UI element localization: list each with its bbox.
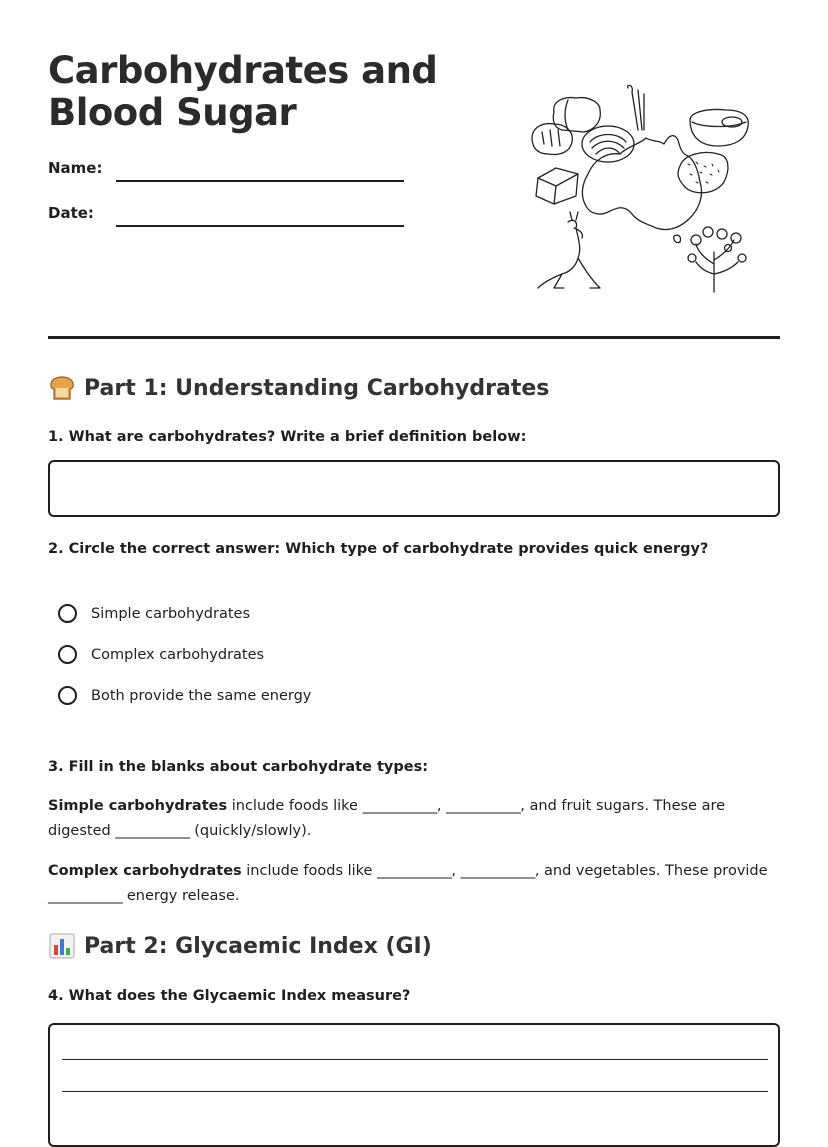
option-complex[interactable] bbox=[58, 645, 264, 664]
simple-term: Simple carbohydrates bbox=[48, 798, 228, 814]
part2-heading-text: Part 2: Glycaemic Index (GI) bbox=[84, 933, 432, 959]
complex-term: Complex carbohydrates bbox=[48, 863, 242, 879]
writing-line bbox=[62, 1059, 768, 1060]
option-label: Both provide the same energy bbox=[91, 687, 312, 704]
date-label: Date: bbox=[48, 204, 94, 222]
page-title bbox=[48, 50, 468, 134]
name-field[interactable] bbox=[116, 180, 404, 182]
part1-heading-text: Part 1: Understanding Carbohydrates bbox=[84, 375, 550, 401]
option-both[interactable] bbox=[58, 686, 311, 705]
question-3: 3. Fill in the blanks about carbohydrate types: bbox=[48, 759, 428, 775]
radio-circle[interactable] bbox=[58, 686, 77, 705]
text: , and vegetables. These provide bbox=[534, 863, 768, 879]
text: (quickly/slowly). bbox=[189, 823, 312, 839]
question-4: 4. What does the Glycaemic Index measure? bbox=[48, 988, 411, 1004]
blank[interactable]: ___________ bbox=[115, 823, 190, 839]
bread-icon bbox=[48, 374, 76, 402]
definition-answer-box[interactable] bbox=[48, 460, 780, 517]
text: , bbox=[451, 863, 461, 879]
part2-heading bbox=[48, 932, 432, 960]
blank[interactable]: ___________ bbox=[377, 863, 452, 879]
title-line-2: Blood Sugar bbox=[48, 91, 297, 134]
title-line-1: Carbohydrates and bbox=[48, 49, 438, 92]
blank[interactable]: ___________ bbox=[460, 863, 535, 879]
australia-food-illustration bbox=[528, 82, 760, 296]
text: , and fruit sugars. These are digested bbox=[48, 798, 726, 839]
text: include foods like bbox=[241, 863, 378, 879]
question-1: 1. What are carbohydrates? Write a brief definition below: bbox=[48, 429, 527, 445]
blank[interactable]: ___________ bbox=[48, 888, 123, 904]
radio-circle[interactable] bbox=[58, 645, 77, 664]
text: energy release. bbox=[122, 888, 240, 904]
option-simple[interactable] bbox=[58, 604, 250, 623]
option-label: Simple carbohydrates bbox=[91, 605, 250, 622]
name-label: Name: bbox=[48, 159, 103, 177]
bar-chart-icon bbox=[48, 932, 76, 960]
part1-heading bbox=[48, 374, 549, 402]
complex-carbs-fill-in bbox=[48, 859, 768, 909]
blank[interactable]: ___________ bbox=[362, 798, 437, 814]
radio-circle[interactable] bbox=[58, 604, 77, 623]
question-2: 2. Circle the correct answer: Which type of carbohydrate provides quick energy? bbox=[48, 541, 709, 557]
text: , bbox=[436, 798, 447, 814]
header-divider bbox=[48, 336, 780, 339]
simple-carbs-fill-in bbox=[48, 794, 768, 844]
option-label: Complex carbohydrates bbox=[91, 646, 265, 663]
gi-answer-box[interactable] bbox=[48, 1023, 780, 1147]
date-field[interactable] bbox=[116, 225, 404, 227]
writing-line bbox=[62, 1091, 768, 1092]
blank[interactable]: ___________ bbox=[446, 798, 521, 814]
text: include foods like bbox=[227, 798, 363, 814]
